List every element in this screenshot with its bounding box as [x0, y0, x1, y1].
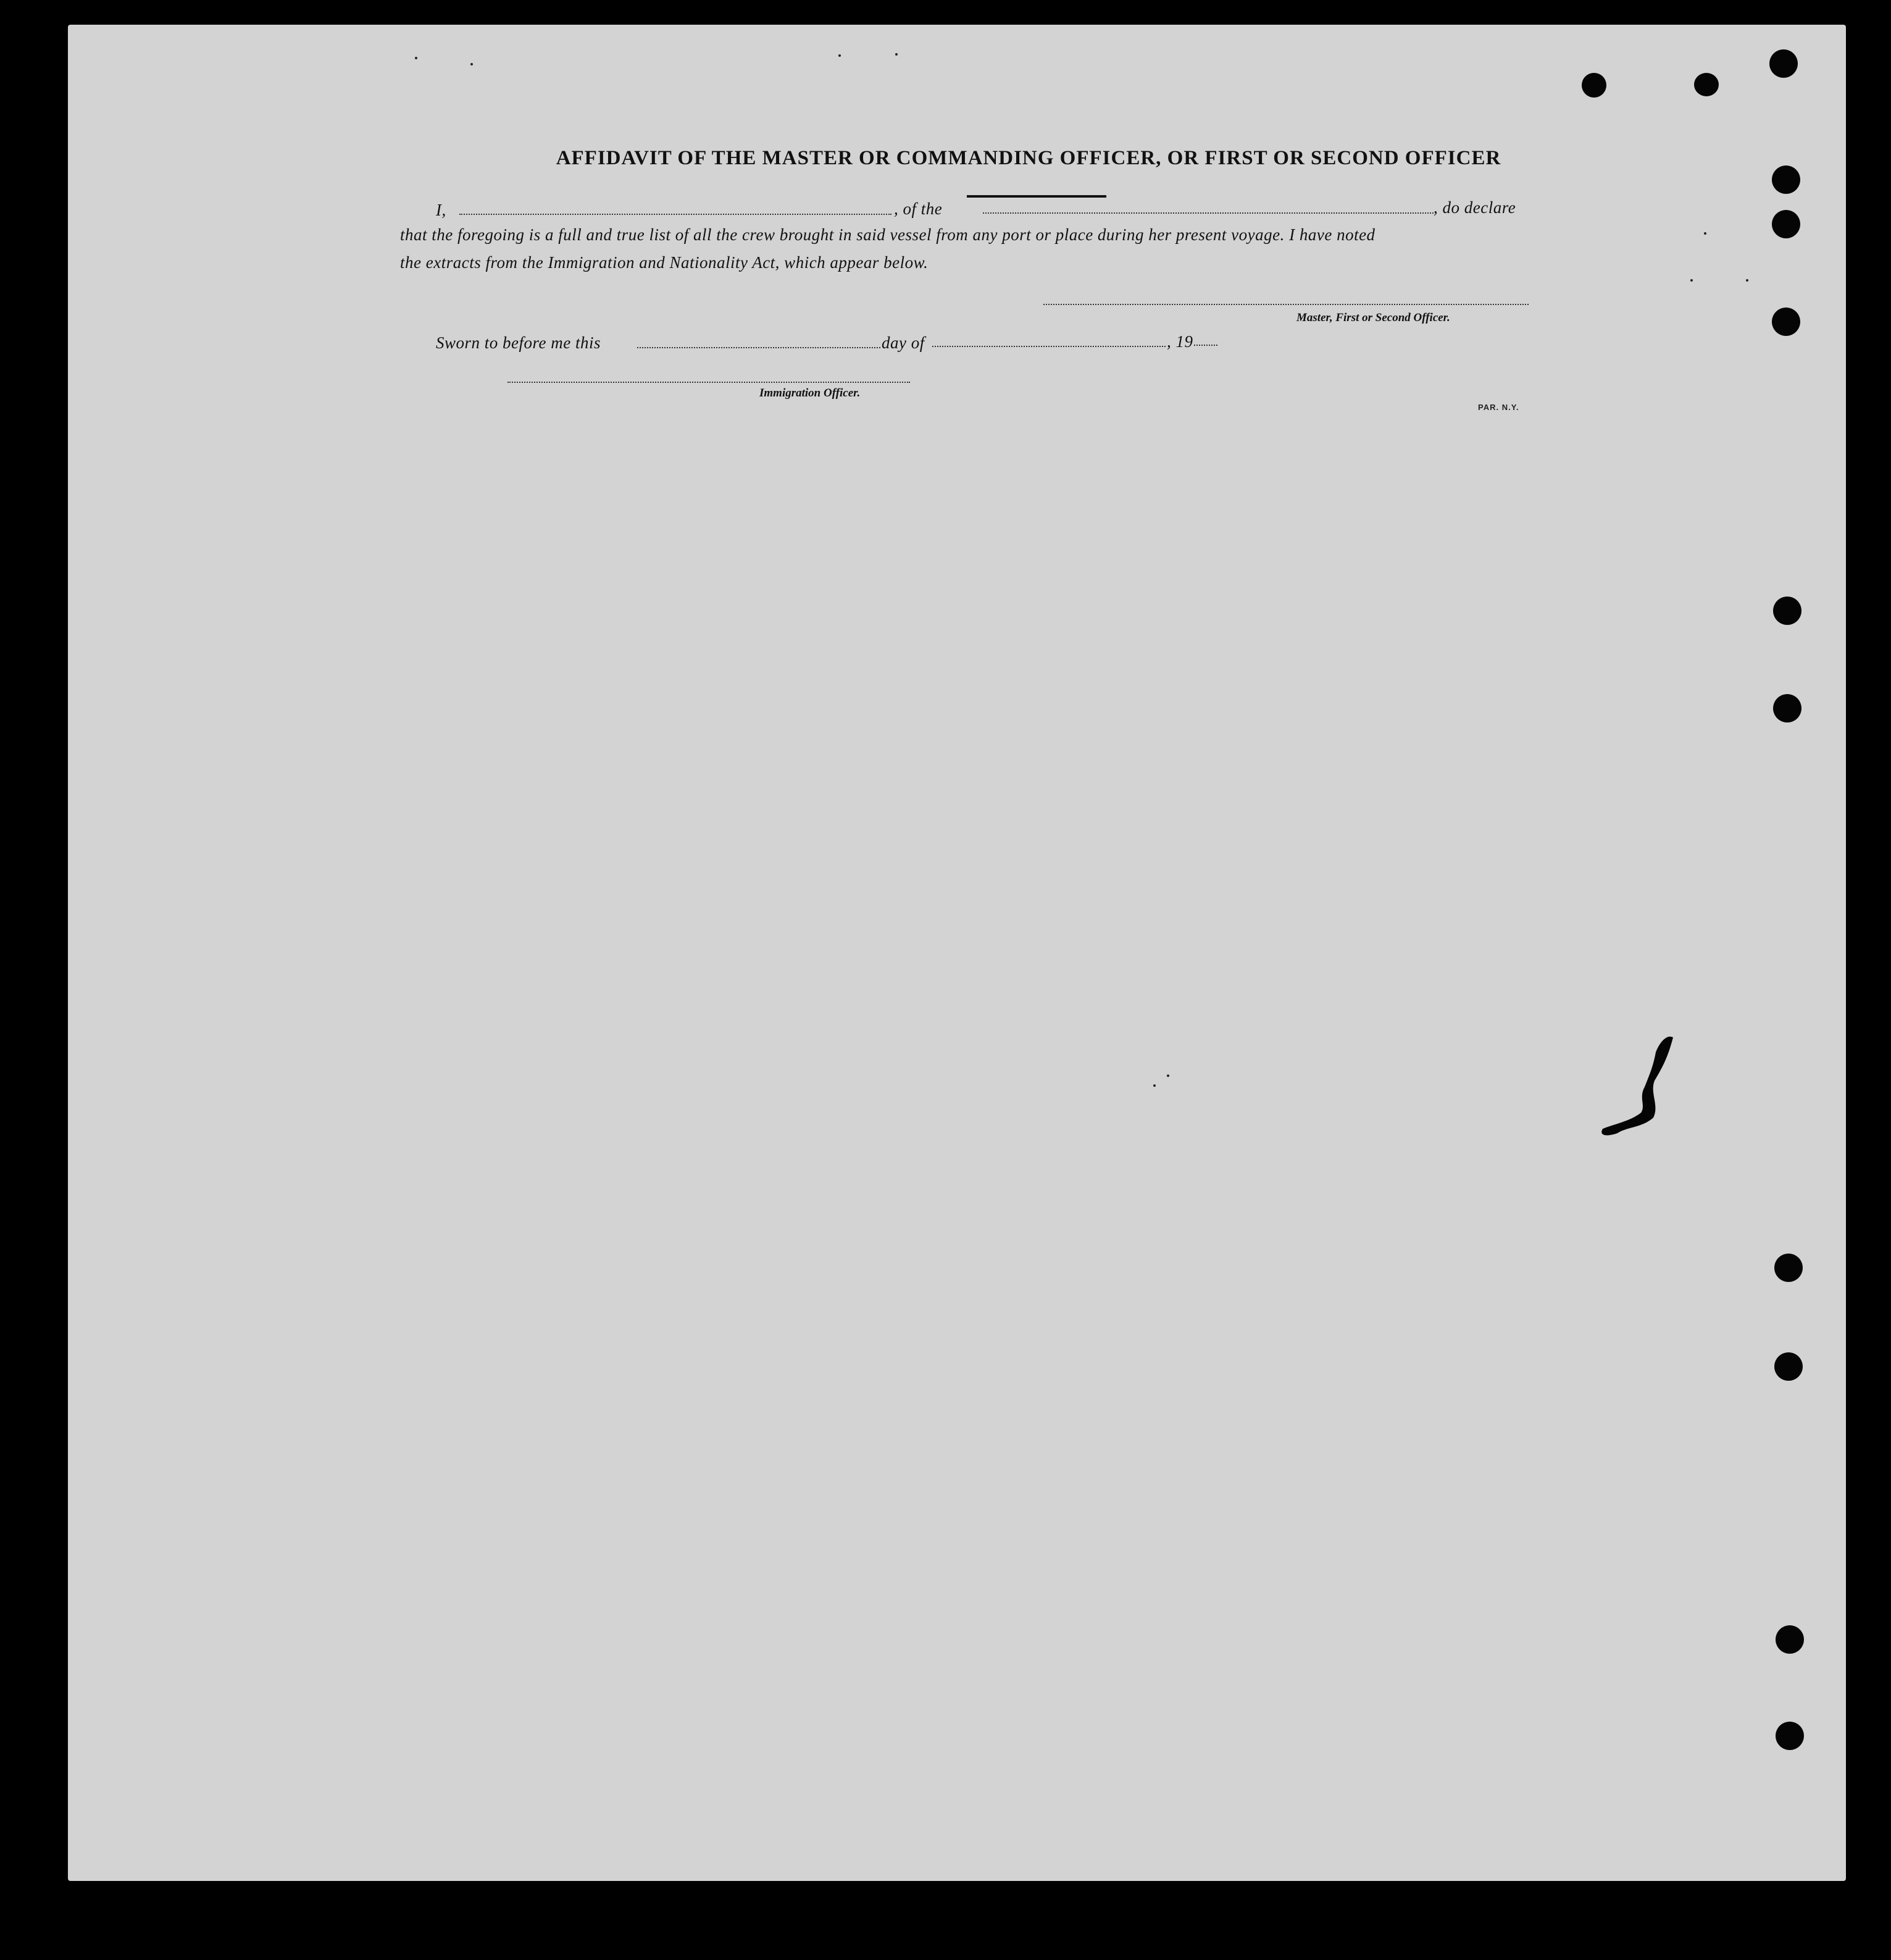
punch-hole: [1774, 1254, 1803, 1282]
name-blank-line[interactable]: [459, 214, 891, 215]
paper-speck: [470, 63, 473, 65]
paper-speck: [1704, 232, 1706, 235]
punch-hole: [1776, 1722, 1804, 1750]
officer-signature-line[interactable]: [507, 382, 910, 383]
paper-speck: [1690, 279, 1693, 282]
page-title: AFFIDAVIT OF THE MASTER OR COMMANDING OFFICER, OR FIRST OR SECOND OFFICER: [556, 147, 1501, 169]
officer-signature-label: Immigration Officer.: [759, 387, 861, 400]
form-sheet: [68, 25, 1846, 1881]
punch-hole: [1772, 210, 1800, 238]
punch-hole: [1776, 1625, 1804, 1654]
punch-hole: [1774, 1352, 1803, 1381]
punch-hole: [1772, 308, 1800, 336]
declaration-i-label: I,: [436, 201, 446, 219]
sworn-year-label: , 19: [1167, 332, 1193, 351]
punch-hole: [1694, 73, 1719, 96]
sworn-month-blank-line[interactable]: [932, 346, 1166, 347]
paper-speck: [1167, 1074, 1169, 1077]
paper-tear-mark: [1580, 1007, 1692, 1155]
vessel-blank-line[interactable]: [983, 212, 1434, 214]
paper-speck: [1746, 279, 1748, 282]
sworn-day-blank-line[interactable]: [637, 347, 880, 348]
punch-hole: [1773, 597, 1801, 625]
title-underline: [967, 195, 1106, 198]
master-signature-line[interactable]: [1043, 304, 1529, 305]
sworn-year-blank-line[interactable]: [1194, 345, 1217, 346]
punch-hole: [1582, 73, 1606, 98]
punch-hole: [1769, 49, 1798, 78]
paper-speck: [838, 54, 841, 57]
punch-hole: [1773, 694, 1801, 722]
master-signature-label: Master, First or Second Officer.: [1296, 311, 1450, 324]
punch-hole: [1772, 165, 1800, 194]
declaration-of-the-label: , of the: [894, 199, 943, 218]
paper-speck: [1153, 1084, 1156, 1087]
paper-speck: [895, 53, 898, 56]
sworn-day-of-label: day of: [882, 333, 925, 352]
paper-speck: [415, 57, 417, 59]
declaration-do-declare-label: , do declare: [1434, 198, 1516, 217]
sworn-prefix-label: Sworn to before me this: [436, 333, 601, 352]
declaration-line-2: that the foregoing is a full and true list of all the crew brought in said vessel from any port or place during her present voyage. I have noted: [400, 225, 1375, 244]
form-code: PAR. N.Y.: [1478, 403, 1519, 412]
declaration-line-3: the extracts from the Immigration and Nationality Act, which appear below.: [400, 253, 929, 272]
